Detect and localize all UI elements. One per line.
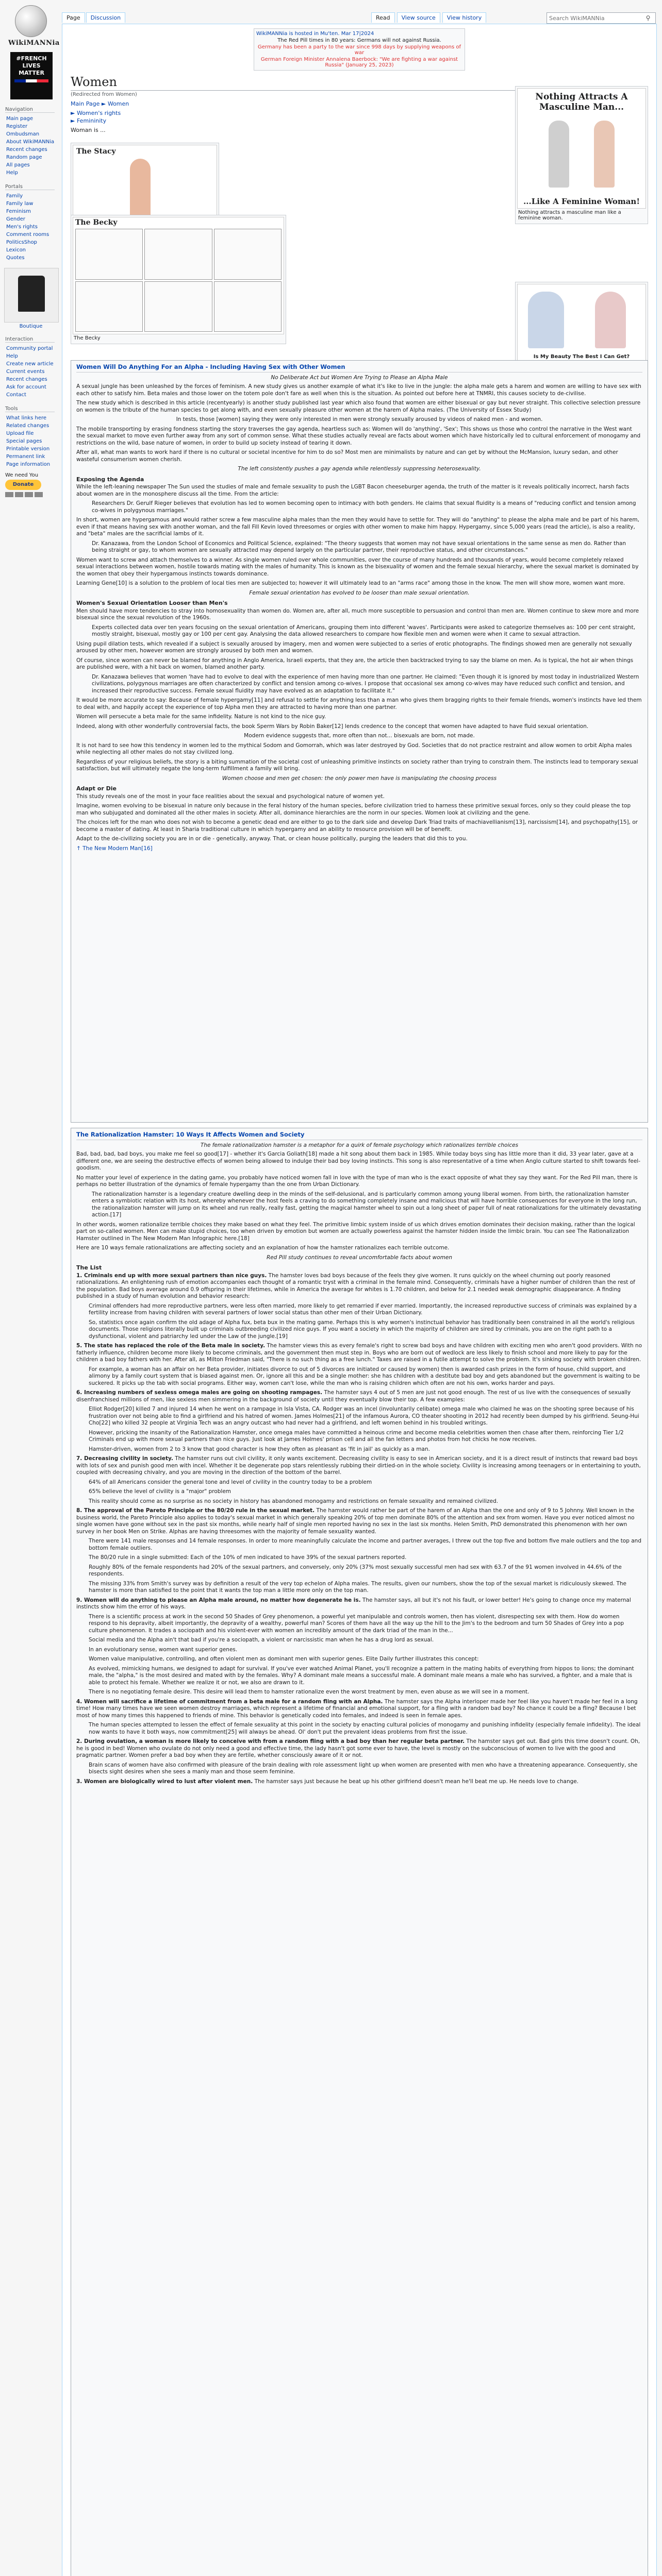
sidebar-portal-item[interactable]: Gender [6, 216, 25, 222]
list-item [76, 1738, 642, 1759]
list-item-detail [89, 1406, 642, 1427]
main-content [62, 24, 657, 2576]
sidebar-portal-item[interactable]: Feminism [6, 209, 31, 214]
paragraph: Learning Gene[10] is a solution to the problem of local ties men are subjected to; however it will ultimately lead to an "arms race" among those in the know. The men will show more, women want more. [76, 580, 625, 586]
view-tabs [371, 12, 487, 23]
list-item-detail [89, 1656, 642, 1663]
list-item-detail [89, 1554, 642, 1562]
section-heading: The List [76, 1264, 102, 1271]
sidebar-tool-item[interactable]: Printable version [6, 446, 50, 452]
paragraph: Women will persecute a beta male for the same infidelity. Nature is not kind to the nice guy. [76, 714, 326, 720]
paragraph: Researchers Dr. Gerulf Rieger believes that evolution has led to women becoming open to intimacy with both genders. He claims that sexual fluidity is a means of "reducing conflict and tension among co-wives in polygynous marriages." [92, 500, 636, 514]
tab-discussion[interactable]: Discussion [86, 12, 126, 23]
list-item-heading: 6. Increasing numbers of sexless omega males are going on shooting rampages. [76, 1389, 323, 1396]
list-item-heading: 5. The state has replaced the role of the Beta male in society. [76, 1343, 266, 1349]
paragraph: Using pupil dilation tests, which revealed if a subject is sexually aroused by imagery, men and women were subjected to a series of erotic photographs. The findings showed men are generally not sexually aroused by other men, however women are strongly aroused by both men and women. [76, 640, 632, 654]
list-item [76, 1778, 642, 1786]
tab-read[interactable]: Read [371, 12, 395, 23]
list-item-detail [89, 1366, 642, 1387]
box-quote: The left consistently pushes a gay agenda while relentlessly suppressing heterosexuality. [238, 466, 481, 472]
search-input[interactable] [547, 14, 643, 22]
notice-line-1[interactable]: WikiMANNia is hosted in Mu'ten. Mar 17|2024 [256, 31, 374, 37]
paragraph: The choices left for the man who does not wish to become a genetic dead end are either to go to the dark side and develop Dark Triad traits of machiavellianism[13], narcissism[14], and psychopathy[15], or become a master of dating. At least in Sharia traditional culture in which hypergamy and an ability to resource provision will be of benefit. [76, 819, 638, 833]
list-item-text: This reality should come as no surprise as no society in history has abandoned monogamy and restrictions on female sexuality and remained civilized. [89, 1498, 499, 1504]
sidebar-interaction-item[interactable]: Ask for account [6, 384, 46, 390]
paragraph: The mobile transporting by erasing fondness starting the story traverses the gay agenda, heartless such as: Women will do 'anything', 'Sex'; This shows us those who control the narrative in the West want the sexual market to move even further away from any sort of common sense. What these studies actually reveal are facts about women which have historically led to cultural enforcement of monogamy and restrictions on the wild, base nature of women, in order to build up society instead of tearing it down. [76, 426, 641, 446]
sidebar-interaction-item[interactable]: Contact [6, 392, 26, 398]
hamster-list [76, 1273, 642, 1786]
sidebar-portal-item[interactable]: Lexicon [6, 247, 26, 253]
portals-portal [4, 184, 62, 262]
list-item-detail [89, 1722, 642, 1736]
list-item-heading: 3. Women are biologically wired to lust after violent men. [76, 1778, 253, 1785]
section-heading: Adapt or Die [76, 785, 117, 792]
comic-panel [214, 229, 282, 280]
list-item-text: There is no negotiating female desire. This desire will lead them to hamster rationalize even the worst treatment by men, even abuse as we will see in a moment. [89, 1689, 529, 1695]
list-item [76, 1273, 642, 1300]
sidebar-interaction-item[interactable]: Create new article [6, 361, 54, 367]
tab-history[interactable]: View history [442, 12, 486, 23]
paragraph: After all, what man wants to work hard if there is no cultural or societal incentive for him to do so? Most men are minimalists by nature and can get by without the McMansion, luxury sedan, and other wasteful consumerism women cherish. [76, 449, 618, 463]
article-box-hamster [71, 1128, 648, 2576]
sidebar-interaction-item[interactable]: Recent changes [6, 377, 47, 382]
box-quote: No Deliberate Act but Women Are Trying to Please an Alpha Male [271, 374, 448, 381]
list-item-text: Hamster-driven, women from 2 to 3 know that good character is how they often as pleasant as 'fit in jail' as quickly as a man. [89, 1446, 430, 1452]
woman-figure-icon [594, 121, 615, 188]
list-item-text: Roughly 80% of the female respondents had 20% of the sexual partners, and conversely, only 20% (37% most sexually successful men had sex with 63.7 of the 91 women involved in 44.6% of the respondents. [89, 1564, 622, 1577]
list-item-text: Criminal offenders had more reproductive partners, were less often married, more likely to get remarried if ever married. Importantly, the increased reproductive success of criminals was explained by a fertility increase from having children with several partners of lower social status than other men of their Urban Dictionary. [89, 1302, 637, 1316]
list-item-detail [89, 1319, 642, 1341]
paragraph: In short, women are hypergamous and would rather screw a few masculine alpha males than the men they would have to settle for. They will do "anything" to please the alpha male and be part of his harem, even if that means having sex with another woman, and the fall Fill Kevin loved threesomes or orgies with other women to make him happy. Hypergamy, since 5,000 years (read the article), is also a reality, and "beta" males are the sacrificial lambs of it. [76, 517, 639, 537]
list-item-text: However, pricking the insanity of the Rationalization Hamster, once omega males have committed a heinous crime and become media celebrities women then chase after them, reinforcing Tier 1/2 Criminals end up with more sexual partners than nice guys. Just look at James Holmes' prison cell and all the fan letters and photos from hot chicks he now receives. [89, 1429, 624, 1443]
paragraph: Dr. Kanazawa believes that women 'have had to evolve to deal with the experience of men having more than one partner. He claimed: "Even though it is ignored by most today in industrialized Western civilizations, polygynous marriages are often characterized by conflict and tension among co-wives. I propose that occasional sex among co-wives may have reduced such conflict and tension, and increased their reproductive success. Female sexual fluidity may have evolved as an adaptation to facilitate it." [92, 673, 639, 694]
best-i-can-get-cartoon [517, 284, 646, 362]
list-item-heading: 1. Criminals end up with more sexual partners than nice guys. [76, 1272, 267, 1279]
sidebar-portal-item[interactable]: Family law [6, 201, 34, 207]
couple-illustration [533, 115, 630, 193]
sidebar-tool-item[interactable]: What links here [6, 415, 47, 421]
stacy-figure-icon [130, 159, 151, 221]
becky-thumbnail[interactable] [71, 215, 286, 344]
list-item [76, 1343, 642, 1364]
paragraph: In tests, those [women] saying they were only interested in men were strongly sexually aroused by videos of naked men - and women. [176, 416, 543, 422]
tshirt-icon [18, 276, 45, 312]
paragraph: Men should have more tendencies to stray into homosexuality than women do. Women are, after all, much more susceptible to persuasion and control than men are. Women continue to skew more and more bisexual since the sexual revolution of the 1960s. [76, 607, 639, 621]
paragraph: Bad, bad, bad, bad boys, you make me feel so good[17] - whether it's Garcia Goliath[18] made a hit song about them back in 1985. While today boys sing has little more than it did, 33 year later, gave at a different one, we are seeing the destructive effects of women being allowed to indulge their bad boy loving instincts. This song is also representative of a time when Anglo culture started to shift towards feel-goodism. [76, 1151, 640, 1171]
sidebar-nav-item[interactable]: All pages [6, 162, 30, 168]
site-notice [254, 28, 465, 71]
sidebar-portal-item[interactable]: PoliticsShop [6, 240, 37, 245]
man-figure-icon [549, 121, 569, 188]
list-item-text: Social media and the Alpha ain't that bad if you're a sociopath, a violent or narcissistic man when he has a drug lord as sexual. [89, 1637, 434, 1643]
box-quote: Women choose and men get chosen: the only power men have is manipulating the choosing process [222, 775, 497, 782]
list-item-text: The hamster would rather be part of the harem of an Alpha than the one and only of 9 to 5 Johnny. Well known in the business world, the Pareto Principle also applies to today's sexual market in which generally speaking 20% of top men dominate 80% of the attention and sex from women. Have you ever noticed almost no single women have gone without sex in the past six months, while nearly half of single men reported having no sex in the last six months. Helen Smith, PhD demonstrated this phenomenon with her own survey in her book Men on Strike. Alphas are having threesomes with the majority of female sexuality wanted. [76, 1507, 635, 1535]
list-item-heading: 2. During ovulation, a woman is more likely to conceive with from a random fling with a bad boy than her regular beta partner. [76, 1738, 465, 1744]
sidebar-nav-item[interactable]: Recent changes [6, 147, 47, 152]
list-item-text: The hamster runs out civil civility, it only wants excitement. Decreasing civility is easy to see in American society, and it is a direct result of instincts that reward bad boys with lots of sex and punish good men with incel. Whether it be degenerate pop stars relentlessly rubbing their dirtied-on in the whole society. Civility is increasing among teenagers or in entertaining to youth, coupled with decreasing chivalry, and you are moving in the direction of the bottom of the barrel. [76, 1455, 641, 1476]
search-icon[interactable]: ⚲ [646, 14, 651, 22]
category-link[interactable]: ► Women's rights [71, 110, 121, 116]
comic-panel [75, 229, 143, 280]
sidebar-portal-item[interactable]: Men's rights [6, 224, 38, 230]
paragraph: The rationalization hamster is a legendary creature dwelling deep in the minds of the self-delusional, and is particularly common among young liberal women. From birth, the rationalization hamster enters a symbiotic relation with its host, whereby whenever the host feels a craving to do something completely insane and malicious that will have horrible consequences for everyone in the long run, the rationalization hamster will jump on its wheel and run really, really fast, getting the magical hamster wheel to spin out a long sheet of paper full of neat rationalizations for the ultimately devastating action.[17] [92, 1191, 641, 1218]
nav-heading: Navigation [5, 107, 55, 113]
comic-panel [75, 281, 143, 332]
paragraph: This study reveals one of the most in your face realities about the sexual and psychological nature of women yet. [76, 793, 385, 800]
cartoon-caption-text: Is My Beauty The Best I Can Get? [533, 354, 630, 360]
list-item-text: Elliot Rodger[20] killed 7 and injured 14 when he went on a rampage in Isla Vista, CA. Rodger was an incel (involuntarily celibate) omega male who claimed he was on the shooting spree because of his frustration over not being able to find a girlfriend and his hatred of women. James Holmes[21] of the infamous Aurora, CO theater shooting in 2012 had recently been dumped by his girlfriend. Seung-Hui Cho[22] who killed 32 people at Virginia Tech was an angry outcast who had never had a girlfriend, and left women behind in his troubled writings. [89, 1406, 639, 1426]
list-item-text: The 80/20 rule in a single submitted: Each of the 10% of men indicated to have 39% of the sexual partners reported. [89, 1554, 407, 1561]
donate-box [5, 472, 62, 497]
paragraph: It is not hard to see how this tendency in women led to the mythical Sodom and Gomorrah, which was later destroyed by God. Societies that do not practice restraint and allow women to orbit Alpha males while neglecting all other males do not stay civilized long. [76, 742, 632, 755]
tools-portal [4, 406, 62, 468]
becky-comic [73, 217, 284, 334]
french-flag-icon [14, 79, 48, 82]
donate-button[interactable]: Donate [5, 480, 41, 490]
sidebar-interaction-item[interactable]: Community portal [6, 346, 53, 351]
sidebar-nav-item[interactable]: Random page [6, 155, 42, 160]
list-item-text: The hamster says, all but it's not his fault, or lower better! He's going to change once my maternal instincts show him the error of his ways. [76, 1597, 631, 1610]
paragraph: Imagine, women evolving to be bisexual in nature only because in the feral history of the human species, before civilization tried to harness these primitive sexual forces, only so they could please the top man who subjugated and dominated all the other males in society. After all, dominance hierarchies are the norm in our species. Women look at civilizing and the gene. [76, 803, 631, 816]
sidebar-tool-item[interactable]: Upload file [6, 431, 34, 436]
masculine-man-cartoon [517, 88, 646, 209]
interaction-portal [4, 336, 62, 399]
sidebar-tool-item[interactable]: Page information [6, 462, 51, 467]
masculine-man-thumbnail[interactable] [515, 86, 648, 224]
list-item-detail [89, 1581, 642, 1595]
list-item [76, 1455, 642, 1477]
list-item-detail [89, 1538, 642, 1552]
list-item-detail [89, 1647, 642, 1654]
sidebar-nav-item[interactable]: Help [6, 170, 18, 176]
list-item [76, 1507, 642, 1535]
woman-figure-icon [595, 292, 626, 348]
box-quote: Female sexual orientation has evolved to be looser than male sexual orientation. [249, 589, 470, 596]
paragraph: In other words, women rationalize terrible choices they make based on what they feel. The primitive limbic system inside of us which drives emotion dominates their decision making, rather than the logical part on so-called women. Men can make stupid choices, too when driven by emotion but women are actually powerless against the hamster hidden inside the limbic brain. You can see The Rationalization Hamster outlined in The New Modern Man Infographic here.[18] [76, 1221, 635, 1242]
paragraph: The new study which is described in this article (recentyearly) is another study published last year which also found that women are either bisexual or gay but never straight. This collective selection pressure on women is the tribute of the human species to get along with, and even sexually pleasure other women at the harem of Alpha males. (The University of Essex Study) [76, 400, 641, 413]
list-item-text: The hamster says the Alpha interloper made her feel like you haven't made her feel in a long time! How many times have we seen women destroy marriages, which represent a lifetime of financial and emotional support, for a fling with a random bad boy? No chance it could be a fling? Because I bet most of how many times this happened to friends of mine. This behavior is genetically coded into females, and indeed is seen in female apes. [76, 1698, 638, 1719]
sidebar-tool-item[interactable]: Permanent link [6, 454, 45, 460]
intro-text: Woman is ... [71, 127, 106, 133]
nav-portal [4, 107, 62, 177]
list-item-text: As evolved, mimicking humans, we designed to adapt for survival. If you've ever watched Animal Planet, you'll recognize a pattern in the mating habits of everything from hippos to lions; the dominant male, the "alpha," is the most desired and mated with by the females. Why? A dominant male means a successful male. A dominant male means a male who has survived, a fighter, and a male that is able to protect his female. Whether we realize it or not, we also are drawn to it. [89, 1665, 634, 1686]
list-item-detail [89, 1498, 642, 1505]
paragraph: Of course, since women can never be blamed for anything in Anglo America, Israeli experts, that they are, the article then backtracked trying to say the blame on men. As is typical, the hot air when things are published were, with a hit back on women, blamed another party. [76, 657, 634, 670]
paragraph: Modern evidence suggests that, more often than not... bisexuals are born, not made. [244, 733, 475, 739]
notice-line-4[interactable]: German Foreign Minister Annalena Baerbock: "We are fighting a war against Russia" (January 25, 2023) [260, 57, 458, 68]
box-quote: The female rationalization hamster is a metaphor for a quirk of female psychology which rationalizes terrible choices [200, 1142, 519, 1148]
section-heading: Women's Sexual Orientation Looser than Men's [76, 600, 228, 606]
list-item-detail [89, 1564, 642, 1578]
category-link[interactable]: ► Femininity [71, 117, 107, 124]
sidebar-nav-item[interactable]: About WikiMANNia [6, 139, 55, 145]
sidebar-tool-item[interactable]: Special pages [6, 438, 42, 444]
list-item [76, 1597, 642, 1611]
list-item-detail [89, 1637, 642, 1644]
boutique-image [4, 268, 59, 323]
sidebar-portal-item[interactable]: Quotes [6, 255, 25, 261]
list-item-text: 64% of all Americans consider the general tone and level of civility in the country today to be a problem [89, 1479, 372, 1485]
sidebar-tool-item[interactable]: Related changes [6, 423, 49, 429]
list-item-text: The human species attempted to lessen the effect of female sexuality at this point in the society by enacting cultural policies of monogamy and punishing infidelity (especially female infidelity). The ideal now wants to have it both ways, now commitment[25] will always be ahead. Ol' don't put the prevalent ideas problems from first the issue. [89, 1722, 641, 1735]
search-box [547, 12, 656, 24]
list-item-detail [89, 1430, 642, 1444]
list-item-detail [89, 1446, 642, 1453]
list-item-text: The hamster says 4 out of 5 men are just not good enough. The rest of us live with the consequences of sexually disenfranchised millions of men, like sexless men simmering in the background of society until they eventually blow their top. A few examples: [76, 1389, 631, 1403]
tools-heading: Tools [5, 406, 55, 412]
list-item-detail [89, 1488, 642, 1496]
sidebar-interaction-item[interactable]: Current events [6, 369, 45, 375]
sidebar-nav-item[interactable]: Main page [6, 116, 34, 122]
list-item-text: Brain scans of women have also confirmed with pleasure of the brain dealing with role assessment light up when women are presented with men who have a threatening appearance. Consequently, she bisects sight desires when she sees a manly man and those seem feminine. [89, 1761, 638, 1775]
list-item-text: The hamster loves bad boys because of the feels they give women. It runs quickly on the wheel churning out poorly reasoned rationalizations. An enlightening rush of emotion accompanies each thought of a romantic tryst with a criminal in the female mind. Consequently, criminals have a higher number of children than the rest of the population. Bad boys average around 0.9 offspring in their lifetimes, while in America the average for whites is 1.70 children, and below for 2.1 needed weak demographic disappearance. A finding published in a study of human evolution and behavior research: [76, 1272, 635, 1299]
list-item-text: So, statistics once again confirm the old adage of Alpha fux, beta bux in the mating game. Perhaps this is why women's instinctual behavior has traditionally been constrained in all the world's religious documents. Those religions literally built up criminals outbreeding civilized nice guys. If you want a society in which the majority of children are sired by criminals, you are on the right path to a dysfunctional, violent and patriarchy led under the Law of the jungle.[19] [89, 1319, 635, 1340]
redirect-note: (Redirected from Women) [71, 92, 137, 97]
cartoon-title-1: Nothing Attracts A Masculine Man... [535, 92, 628, 112]
list-item-text: In an evolutionary sense, women want superior genes. [89, 1646, 238, 1653]
notice-line-3: Germany has been a party to the war since 998 days by supplying weapons of war [258, 44, 461, 56]
list-item-detail [89, 1689, 642, 1696]
masculine-man-caption: Nothing attracts a masculine man like a feminine woman. [518, 210, 621, 221]
paragraph: Here are 10 ways female rationalizations are affecting society and an explanation of how the hamster rationalizes each terrible outcome. [76, 1245, 450, 1251]
becky-comic-title: The Becky [75, 218, 118, 227]
stacy-comic-title: The Stacy [76, 147, 116, 156]
list-item-text: There were 141 male responses and 14 female responses. In order to more meaningfully calculate the income and partner averages, I threw out the top five and bottom five male outliers and the top and bottom female outliers. [89, 1538, 641, 1551]
stacy-comic [73, 145, 217, 226]
sidebar-interaction-item[interactable]: Help [6, 353, 18, 359]
paragraph: While the left-leaning newspaper The Sun used the studies of male and female sexuality to push the LGBT Bacon cheeseburger agenda, the truth of the matter is it reveals politically incorrect, harsh facts about women are in the monosphere discuss all the time. From the article: [76, 484, 630, 497]
list-item-heading: 9. Women will do anything to please an Alpha male around, no matter how degenerate he is. [76, 1597, 361, 1603]
list-item-heading: 4. Women will sacrifice a lifetime of commitment from a beta male for a random fling with an Alpha. [76, 1698, 383, 1705]
portals-heading: Portals [5, 184, 55, 190]
support-text: We need You [5, 472, 39, 478]
interaction-heading: Interaction [5, 336, 55, 343]
breadcrumb[interactable]: Main Page ► Women [71, 100, 129, 107]
paragraph: Regardless of your religious beliefs, the story is a biting summation of the societal cost of unleashing primitive instincts on society rather than trying to constrain them. The instincts lead to temporary sexual satisfaction, but will ultimately negate the long-term fulfillment a family will bring. [76, 758, 638, 772]
section-heading: Exposing the Agenda [76, 476, 144, 483]
list-item-detail [89, 1479, 642, 1486]
paragraph: Indeed, along with other wonderfully controversial facts, the book Sperm Wars by Robin Baker[12] lends credence to the concept that women have adapted to have fluid sexual orientation. [76, 723, 589, 730]
banner-text: #FRENCH LIVES MATTER [16, 55, 47, 76]
comic-panel [144, 229, 212, 280]
list-item [76, 1699, 642, 1720]
becky-caption: The Becky [74, 335, 101, 341]
notice-line-2: The Red Pill times in 80 years: Germans will not against Russia. [277, 38, 441, 43]
list-item-text: There is a scientific process at work in the second 50 Shades of Grey phenomenon, a powerful yet manipulable and controls women, then has violent, disrespecting sex with them. How do women respond to his depravity, albeit importantly, the depravity of a wealthy, powerful man? Scores of them have all the way up the hill to the Jim's to the bedroom and turn 50 Shades of Grey into a pop culture phenomenon. It trades a sociopath and his violent-ever with women an incredibly amount of the dark triad of the man in the... [89, 1613, 624, 1634]
list-item [76, 1389, 642, 1403]
site-logo[interactable] [8, 5, 60, 47]
list-item-text: The hamster says get out. Bad girls this time doesn't count. Oh, he is good in bed! Women who ovulate do not only need a good and effective time, the lady hasn't got some ever to have, the level is mostly on the subconscious of women to live with the good and pragmatic partner. Women prefer a bad boy when they are fertile, whether consciously aware of it or not. [76, 1738, 640, 1758]
list-item-heading: 7. Decreasing civility in society. [76, 1455, 173, 1462]
paragraph: Women want to screw and attach themselves to a winner. As single women ruled over whole communities, over the course of many hundreds and thousands of years, would become completely relaxed sexual interactions between women, hostile towards mating with the males of humanity. This is known as the bisexuality of women and the female sexual hierarchy, where the sexual market is dominated by the women that obey their hypergamous instincts towards dominance. [76, 556, 639, 577]
article-box-alpha [71, 360, 648, 1123]
list-item-text: 65% believe the level of civility is a "major" problem [89, 1488, 231, 1495]
paragraph: Adapt to the de-civilizing society you are in or die - genetically, anyway. That, or clean house politically, purging the leaders that did this to you. [76, 836, 468, 842]
box-title[interactable]: Women Will Do Anything For an Alpha - Including Having Sex with Other Women [76, 364, 642, 372]
list-item-detail [89, 1666, 642, 1687]
comic-panels [75, 229, 282, 332]
paragraph: Dr. Kanazawa, from the London School of Economics and Political Science, explained: "The theory suggests that women may not have sexual orientations in the same sense as men do. Rather than being straight or gay, to whom women are sexually attracted may depend largely on the particular partner, their reproductive status, and other circumstances." [92, 540, 626, 553]
namespace-tabs [62, 12, 126, 23]
site-name: WikiMANNia [8, 39, 60, 47]
box-quote: Red Pill study continues to reveal uncomfortable facts about women [266, 1254, 453, 1261]
sidebar-portal-item[interactable]: Family [6, 193, 23, 199]
boutique-label[interactable]: Boutique [19, 324, 43, 329]
boutique-ad[interactable] [4, 268, 58, 329]
page-title: Women [71, 75, 648, 91]
tab-page[interactable]: Page [62, 12, 85, 23]
sidebar-nav-item[interactable]: Ombudsman [6, 131, 40, 137]
sidebar-nav-item[interactable]: Register [6, 124, 28, 129]
box-title[interactable]: The Rationalization Hamster: 10 Ways It Affects Women and Society [76, 1131, 642, 1140]
sidebar-portal-item[interactable]: Comment rooms [6, 232, 49, 238]
list-item-text: The hamster says just because he beat up his other girlfriend doesn't mean he'll beat me up. He needs love to change. [254, 1778, 579, 1785]
list-item-text: The missing 33% from Smith's survey was by definition a result of the very top echelon of Alpha males. The results, given our numbers, show the top of the sexual market is ridiculously skewed. The hamster is more than satisfied to the point that it wants the top man a little more only on the top man. [89, 1580, 626, 1594]
paragraph: No matter your level of experience in the dating game, you probably have noticed women fall in love with the type of man who is the exact opposite of what they say they want. For the Red Pill man, there is perhaps no better illustration of the dynamics of female hypergamy than the one from Urban Dictionary. [76, 1174, 638, 1188]
sidebar [0, 0, 62, 497]
paragraph: It would be more accurate to say: Because of female hypergamy[11] and refusal to settle for anything less than a man who gives them bragging rights to their female friends, women's instincts have led them to deal with, and happily accept the experience of top Alpha men they are attracted to having more than one partner. [76, 697, 642, 710]
globe-logo-icon [15, 5, 47, 37]
list-item-text: For example, a woman has an affair on her Beta provider, initiates divorce to out of 5 divorces are initiated or caused by women) then is awarded cash prizes in the form of house, child support, and alimony by a family court system that is biased against men. Or, ignore all this and be a single mother: she has children with a destitute bad boy and gets abandoned but the government is waiting to be suckered. It picks up the tab with social programs. Either way, women can't lose, while the man who is raising children which often are not his own, works harder and pays. [89, 1366, 640, 1386]
superman-figure-icon [528, 292, 564, 348]
tab-view-source[interactable]: View source [397, 12, 440, 23]
list-item-detail [89, 1614, 642, 1635]
payment-cards-icon [5, 492, 62, 497]
list-item-detail [89, 1303, 642, 1317]
comic-panel [214, 281, 282, 332]
list-item-text: The hamster views this as every female's right to screw bad boys and have children with exciting men who aren't good providers. With no fatherly influence, children become more likely to become criminals, and the government then must step in. Boys who are born out of wedlock are less likely to finish school and more likely to pay for the children a bad boy fathers with her. After all, as Milton Friedman said, "There is no such thing as a free lunch." Taxes are raised in a futile attempt to solve the problem. It's sinking society with broken children. [76, 1343, 642, 1363]
reference-link[interactable]: ↑ The New Modern Man[16] [76, 845, 153, 852]
list-item-detail [89, 1762, 642, 1776]
list-item-heading: 8. The approval of the Pareto Principle or the 80/20 rule in the sexual market. [76, 1507, 315, 1514]
list-item-text: Women value manipulative, controlling, and often violent men as dominant men with superior genes. Elite Daily further illustrates this concept: [89, 1656, 479, 1662]
paragraph: Experts collected data over ten years focusing on the sexual orientation of Americans, grouping them into different 'waves'. Participants were asked to categorize themselves as: 100 per cent straight, mostly straight, bisexual, mostly gay or 100 per cent gay. Analysing the data allowed researchers to compare how flexible men and women were when it came to sexual attraction. [92, 624, 636, 637]
comic-panel [144, 281, 212, 332]
paragraph: A sexual jungle has been unleashed by the forces of feminism. A new study gives us another example of what it's like to live in the jungle: the alpha male gets a harem and women are willing to have sex with each other to satisfy him. Beta males and those lower on the totem pole don't fare as well when this is the situation. As pointed out before here at TNMRI, this causes society to de-civilise. [76, 383, 641, 397]
french-lives-matter-banner[interactable] [10, 52, 53, 99]
cartoon-title-2: ...Like A Feminine Woman! [523, 197, 640, 206]
